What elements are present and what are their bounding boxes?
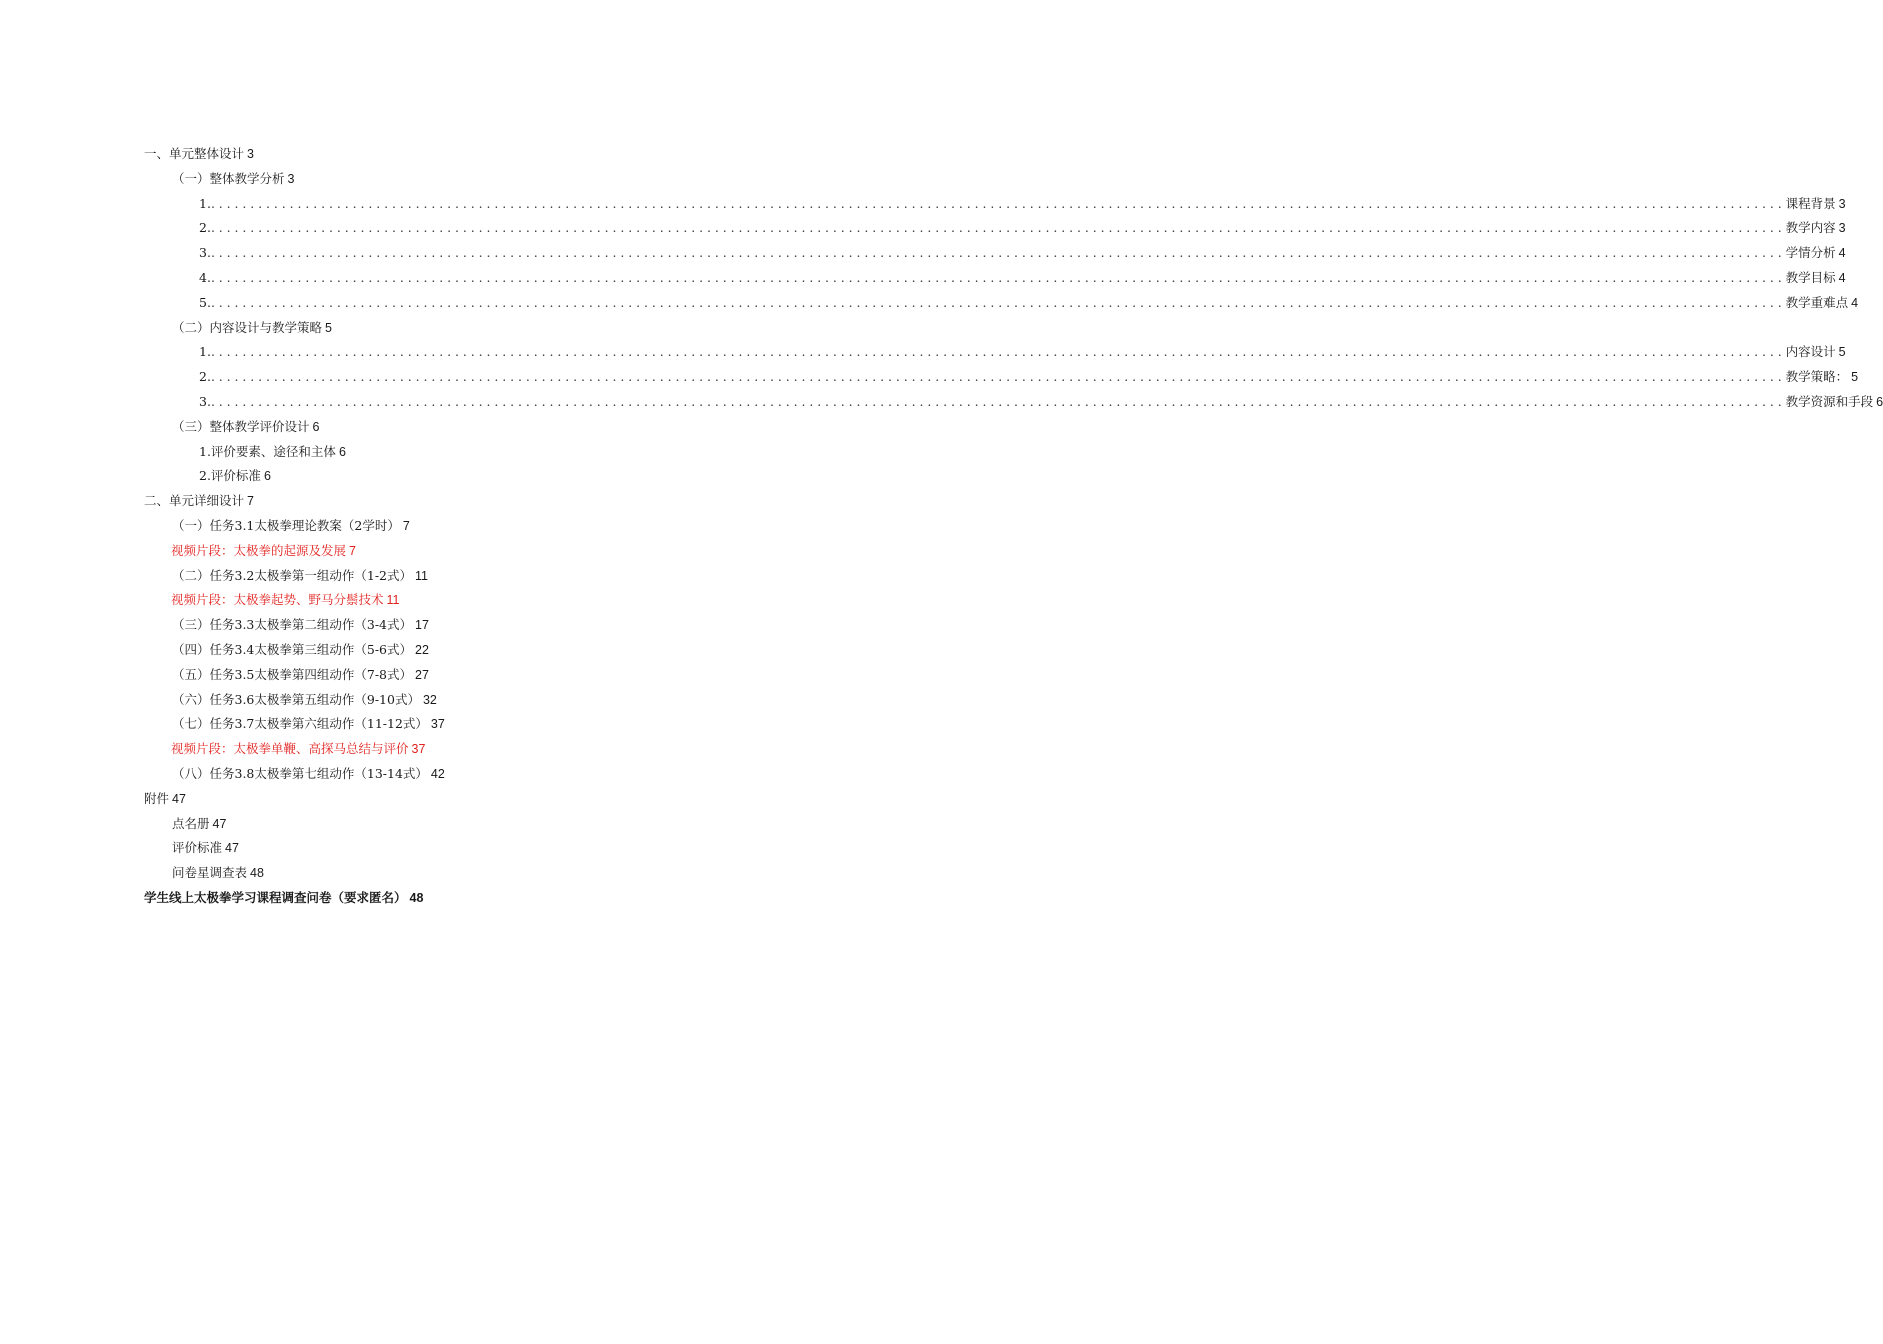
toc-entry[interactable] xyxy=(172,690,437,710)
toc-entry[interactable] xyxy=(172,838,239,858)
toc-entry-dotted[interactable] xyxy=(199,218,1846,238)
toc-page-number: 47 xyxy=(172,791,186,806)
toc-entry[interactable] xyxy=(172,814,226,834)
toc-dot-leader: ........................................................................................................................................................................................................ xyxy=(210,394,1786,409)
toc-entry-dotted[interactable] xyxy=(199,367,1859,387)
toc-page-number: 37 xyxy=(411,742,426,757)
toc-page-number: 22 xyxy=(415,643,429,657)
toc-entry-title: （三）任务3.3太极拳第二组动作（3-4式） xyxy=(172,617,413,633)
toc-entry-title: 视频片段：太极拳单鞭、高探马总结与评价 xyxy=(171,741,409,757)
toc-entry[interactable] xyxy=(172,640,429,660)
toc-page-number: 5 xyxy=(1851,370,1859,385)
toc-entry-title: 视频片段：太极拳的起源及发展 xyxy=(171,542,347,558)
toc-dot-leader: ........................................................................................................................................................................................................ xyxy=(210,369,1786,385)
toc-page-number: 32 xyxy=(422,692,437,707)
toc-page-number: 7 xyxy=(402,519,410,533)
toc-entry-title: （三）整体教学评价设计 xyxy=(172,418,310,434)
toc-entry-number: 1. xyxy=(199,344,211,360)
toc-entry-title: （六）任务3.6太极拳第五组动作（9-10式） xyxy=(172,691,420,707)
toc-entry-title: 点名册 xyxy=(172,815,210,831)
toc-page-number: 5 xyxy=(325,320,332,335)
toc-entry-title: （七）任务3.7太极拳第六组动作（11-12式） xyxy=(172,716,428,732)
toc-entry-title: （二）任务3.2太极拳第一组动作（1-2式） xyxy=(172,567,413,583)
toc-entry[interactable] xyxy=(172,318,332,338)
toc-entry-dotted[interactable] xyxy=(199,293,1859,313)
toc-page-number: 7 xyxy=(247,494,254,509)
toc-page-number: 4 xyxy=(1838,271,1846,285)
toc-entry-title: 学情分析 xyxy=(1785,245,1836,261)
toc-entry-title: 1.评价要素、途径和主体 xyxy=(199,443,336,459)
toc-entry-title: 教学资源和手段 xyxy=(1785,394,1874,409)
toc-entry[interactable] xyxy=(144,888,423,908)
toc-entry-number: 3. xyxy=(199,245,211,261)
toc-entry[interactable] xyxy=(144,491,254,511)
toc-video-link[interactable] xyxy=(171,541,356,561)
toc-entry[interactable] xyxy=(172,863,264,883)
toc-entry-title: （二）内容设计与教学策略 xyxy=(172,319,323,335)
toc-entry-dotted[interactable] xyxy=(199,342,1846,362)
toc-page-number: 3 xyxy=(247,147,254,161)
toc-dot-leader: ........................................................................................................................................................................................................ xyxy=(210,245,1786,261)
toc-entry-title: 附件 xyxy=(144,790,170,806)
toc-entry-number: 4. xyxy=(199,270,211,285)
toc-entry-title: 教学内容 xyxy=(1785,220,1836,236)
toc-entry-title: 教学重难点 xyxy=(1785,294,1849,310)
toc-entry-dotted[interactable] xyxy=(199,392,1883,412)
toc-page-number: 47 xyxy=(212,816,227,831)
toc-entry-number: 3. xyxy=(199,394,211,409)
toc-video-link[interactable] xyxy=(171,590,400,610)
toc-entry-number: 5. xyxy=(199,294,211,310)
toc-page-number: 6 xyxy=(1876,395,1883,409)
toc-entry[interactable] xyxy=(199,442,346,462)
toc-dot-leader: ........................................................................................................................................................................................................ xyxy=(210,270,1786,285)
toc-page-number: 4 xyxy=(1851,295,1859,310)
toc-entry-title: 教学策略： xyxy=(1785,369,1849,385)
toc-page-number: 27 xyxy=(415,667,429,682)
toc-page-number: 6 xyxy=(338,444,346,459)
toc-entry[interactable] xyxy=(199,466,271,486)
toc-dot-leader: ........................................................................................................................................................................................................ xyxy=(210,344,1786,360)
toc-page-number: 48 xyxy=(409,891,424,905)
toc-entry[interactable] xyxy=(172,714,445,734)
toc-entry-title: 学生线上太极拳学习课程调查问卷（要求匿名） xyxy=(144,891,407,905)
toc-entry-number: 2. xyxy=(199,220,211,236)
toc-page-number: 6 xyxy=(263,469,271,484)
toc-entry-title: 内容设计 xyxy=(1785,344,1836,360)
toc-entry[interactable] xyxy=(172,417,319,437)
toc-entry-dotted[interactable] xyxy=(199,268,1846,288)
toc-entry[interactable] xyxy=(144,789,186,809)
toc-page-number: 11 xyxy=(386,593,400,608)
toc-entry[interactable] xyxy=(172,516,410,536)
toc-page-number: 3 xyxy=(1838,196,1846,211)
toc-page-number: 7 xyxy=(349,543,356,558)
toc-dot-leader: ........................................................................................................................................................................................................ xyxy=(210,294,1786,310)
toc-entry-dotted[interactable] xyxy=(199,243,1846,263)
toc-entry[interactable] xyxy=(172,169,294,189)
toc-entry-title: 二、单元详细设计 xyxy=(144,493,245,509)
toc-page-number: 3 xyxy=(1838,221,1846,236)
toc-dot-leader: ........................................................................................................................................................................................................ xyxy=(210,220,1786,236)
toc-video-link[interactable] xyxy=(171,739,425,759)
toc-entry-dotted[interactable] xyxy=(199,194,1846,214)
toc-page-number: 11 xyxy=(415,568,428,583)
toc-entry[interactable] xyxy=(172,665,429,685)
toc-entry[interactable] xyxy=(172,566,428,586)
toc-page-number: 37 xyxy=(430,717,445,732)
toc-entry[interactable] xyxy=(172,764,445,784)
toc-entry-title: （八）任务3.8太极拳第七组动作（13-14式） xyxy=(172,766,428,781)
toc-entry-title: 一、单元整体设计 xyxy=(144,146,245,161)
toc-entry-title: （一）整体教学分析 xyxy=(172,170,285,186)
toc-entry[interactable] xyxy=(144,144,254,164)
toc-entry-title: 评价标准 xyxy=(172,840,223,856)
toc-page-number: 42 xyxy=(430,767,445,781)
toc-entry-title: 视频片段：太极拳起势、野马分鬃技术 xyxy=(171,592,384,608)
toc-entry-title: 问卷星调查表 xyxy=(172,865,248,881)
toc-page-number: 47 xyxy=(225,841,239,856)
toc-page-number: 17 xyxy=(415,618,429,633)
toc-entry-number: 2. xyxy=(199,369,211,385)
toc-page-number: 3 xyxy=(287,171,295,186)
toc-entry-title: （一）任务3.1太极拳理论教案（2学时） xyxy=(172,518,400,533)
toc-entry-number: 1. xyxy=(199,195,211,211)
toc-entry-title: （四）任务3.4太极拳第三组动作（5-6式） xyxy=(172,642,413,657)
toc-page-number: 48 xyxy=(250,866,264,881)
toc-entry-title: 2.评价标准 xyxy=(199,468,261,484)
toc-page-number: 6 xyxy=(312,419,320,434)
toc-page-number: 4 xyxy=(1838,246,1846,261)
toc-entry-title: 课程背景 xyxy=(1785,195,1836,211)
toc-page-number: 5 xyxy=(1838,345,1846,360)
toc-entry[interactable] xyxy=(172,615,429,635)
toc-entry-title: （五）任务3.5太极拳第四组动作（7-8式） xyxy=(172,666,413,682)
toc-dot-leader: ........................................................................................................................................................................................................ xyxy=(210,195,1786,211)
toc-entry-title: 教学目标 xyxy=(1785,270,1836,285)
